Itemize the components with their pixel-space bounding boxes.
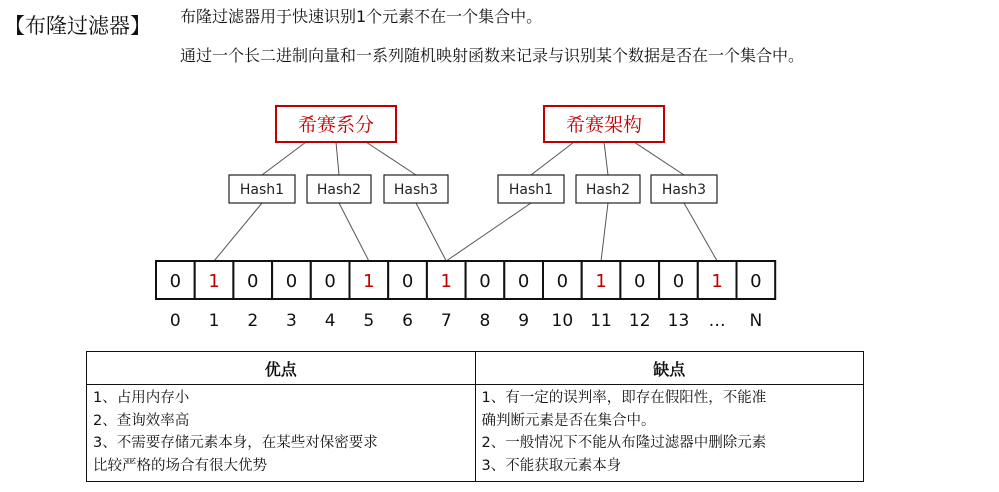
bit-index: 9 — [518, 311, 530, 331]
bit-value: 0 — [672, 271, 685, 292]
intro-line-1: 布隆过滤器用于快速识别1个元素不在一个集合中。 — [180, 7, 543, 26]
pros-item: 2、查询效率高 — [93, 412, 190, 429]
cons-item: 1、有一定的误判率，即存在假阳性，不能准 — [481, 390, 767, 406]
pros-item: 1、占用内存小 — [93, 390, 190, 406]
bit-value: 0 — [750, 271, 762, 292]
hash-label: Hash3 — [393, 182, 439, 198]
bit-value: 0 — [556, 271, 569, 292]
pros-item: 比较严格的场合有很大优势 — [93, 457, 267, 474]
connector-line — [634, 142, 684, 175]
bit-value: 0 — [169, 271, 182, 292]
cons-item: 3、不能获取元素本身 — [481, 457, 622, 474]
bit-index: 13 — [667, 311, 690, 331]
hash-label: Hash3 — [661, 182, 707, 198]
connector-line — [214, 203, 262, 261]
bit-index: 6 — [402, 311, 413, 331]
connector-line — [531, 142, 574, 175]
cons-item: 2、一般情况下不能从布隆过滤器中删除元素 — [481, 435, 767, 451]
cons-header: 缺点 — [475, 352, 864, 385]
heading-tag: 【布隆过滤器】 — [4, 14, 151, 38]
pros-cons-table — [86, 351, 864, 482]
connector-line — [336, 142, 339, 175]
bit-value: 1 — [208, 271, 220, 292]
connector-line — [684, 203, 717, 261]
bit-index: 8 — [479, 311, 491, 331]
hash-label: Hash2 — [316, 182, 362, 198]
pros-cell — [87, 385, 476, 482]
bit-index: N — [749, 311, 763, 331]
cons-cell — [475, 385, 864, 482]
intro-line-2: 通过一个长二进制向量和一系列随机映射函数来记录与识别某个数据是否在一个集合中。 — [180, 46, 805, 65]
element-label: 希赛架构 — [565, 114, 643, 136]
connector-line — [446, 203, 531, 261]
bit-index: 1 — [208, 311, 220, 331]
bit-value: 0 — [285, 271, 298, 292]
bit-value: 1 — [440, 271, 452, 292]
bit-value: 1 — [711, 271, 723, 292]
bit-index: 7 — [440, 311, 452, 331]
bit-index: 0 — [169, 311, 181, 331]
element-label: 希赛系分 — [297, 114, 375, 136]
bit-index: 11 — [590, 311, 612, 331]
connector-line — [601, 203, 608, 261]
bit-value: 0 — [401, 271, 414, 292]
connector-line — [416, 203, 446, 261]
bit-index: 2 — [247, 311, 259, 331]
connector-line — [262, 142, 306, 175]
connector-line — [366, 142, 416, 175]
pros-header: 优点 — [87, 352, 476, 385]
bit-index: 10 — [551, 311, 574, 331]
bit-value: 0 — [324, 271, 336, 292]
cons-item: 确判断元素是否在集合中。 — [481, 412, 656, 429]
bit-index: 4 — [324, 311, 336, 331]
connector-line — [339, 203, 369, 261]
bit-value: 0 — [479, 271, 491, 292]
bit-value: 0 — [247, 271, 259, 292]
bit-value: 0 — [634, 271, 646, 292]
bit-value: 1 — [363, 271, 375, 292]
bit-index: 3 — [286, 311, 297, 331]
pros-item: 3、不需要存储元素本身，在某些对保密要求 — [93, 435, 378, 451]
hash-label: Hash2 — [585, 182, 631, 198]
bit-index: 5 — [363, 311, 375, 331]
bit-value: 0 — [517, 271, 530, 292]
bit-index: 12 — [628, 311, 651, 331]
hash-label: Hash1 — [508, 182, 554, 198]
bit-index: … — [708, 311, 726, 331]
connector-line — [604, 142, 608, 175]
hash-label: Hash1 — [239, 182, 285, 198]
bit-value: 1 — [595, 271, 607, 292]
